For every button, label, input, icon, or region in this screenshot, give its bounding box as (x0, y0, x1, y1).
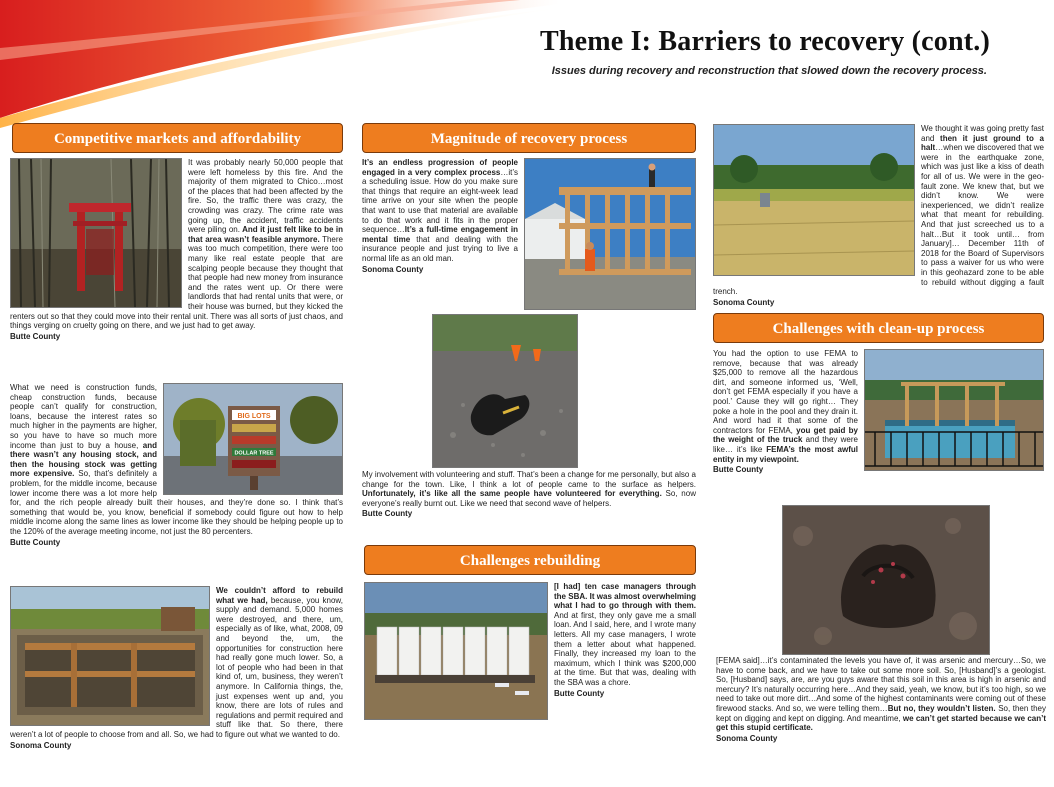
quote-block-competitive-2: BIG LOTS DOLLAR TREE What we need is construction funds, cheap construction funds, because people can’t qualify for construction, loans, because the interest rates so much higher in the payments are higher, so you have to have so much more income than just to buy a house, and there wasn’t any housing stock, and then the housing stock was getting more expensive. So, that’s definitely a problem, for the middle income, because lower income there was a lot more help for, and the rich people already built their houses, and they’re done so. I think that’s something that would be, you know, beneficial if somebody could figure out how to help middle income along the same lines as lower income like they should be helping people up to the 120% of the average meeting income, not just the 80 percenters. Butte County (10, 383, 343, 547)
building-materials-photo (364, 582, 548, 720)
quote-block-cleanup-1: You had the option to use FEMA to remove, because that was already $25,000 to remove all the hazardous dirt, and someone informed us, ‘Well, don’t get FEMA especially if you have a pool.’ Cause they will go right… They poke a hole in the pool and they drain it. And word had it that some of the contractors for FEMA, you get paid by the weight of the truck and they were like… it’s like FEMA’s the most awful entity in my viewpoint. Butte County (713, 349, 1044, 475)
quote-source: Sonoma County (716, 733, 778, 743)
section-header-cleanup: Challenges with clean-up process (713, 313, 1044, 343)
quote-block-competitive-3: We couldn’t afford to rebuild what we had, because, you know, supply and demand. 5,000 homes were destroyed, and there, um, especially as of like, what, 2008, 09 and beyond the, um, the opportunities for construction here had really gone much lower. So, a lot of people who had been in that kind of, um, business, they weren’t anymore. In California things, the, just expenses went up and, you know, there are lots of rules and regulations and permit required and stuff like that. So there, there weren’t a lot of people to choose from and all. So, we had to figure out what we wanted to do. Sonoma County (10, 586, 343, 750)
shopping-center-sign-photo (163, 383, 343, 495)
quote-block-earthquake-zone: We thought it was going pretty fast and then it just ground to a halt…when we discovered that we were in the earthquake zone, which was just like a kiss of death for all of us. We were in the geo-fault zone. We knew that, but we didn’t know. We were inexperienced, we didn’t realize what that meant for rebuilding. And that just screeched us to a halt…But it took until… from January]… December 11th of 2018 for the Board of Supervisors to pass a waiver for us who were in this geohazard zone to be able to rebuild without digging a fault trench. Sonoma County (713, 124, 1044, 307)
page-title: Theme I: Barriers to recovery (cont.) (539, 26, 990, 57)
quote-source: Butte County (10, 537, 61, 547)
section-header-competitive: Competitive markets and affordability (12, 123, 343, 153)
quote-source: Sonoma County (713, 297, 775, 307)
quote-source: Butte County (10, 331, 61, 341)
section-header-rebuilding: Challenges rebuilding (364, 545, 696, 575)
quote-block-magnitude-1: It’s an endless progression of people engaged in a very complex process…it’s a scheduling issue. How do you make sure that things that require an eight-week lead time arrive on your site when the people that want to use that material are available to do that work and it fits in the proper sequence…It’s a full-time engagement in mental time that and dealing with the insurance people and just trying to live a normal life as an old man. Sonoma County (362, 158, 696, 313)
quote-source: Sonoma County (10, 740, 72, 750)
pool-with-fence-photo (864, 349, 1044, 471)
burned-stump-photo (782, 505, 990, 655)
burned-forest-gate-photo (10, 158, 182, 308)
quote-source: Butte County (554, 688, 605, 698)
quote-source: Butte County (362, 509, 413, 519)
page-subtitle: Issues during recovery and reconstruction that slowed down the recovery process. (551, 65, 987, 77)
grass-field-photo (713, 124, 915, 276)
quote-block-rebuilding-1: [I had] ten case managers through the SBA. It was almost overwhelming what I had to go through with them. And at first, they only gave me a small loan. And I said, here, and I wrote many letters. All my case managers, I wrote them a letter about what happened. Finally, they increased my loan to the maximum, which I think was $200,000 at the time. But that was, dealing with the SBA was a chore. Butte County (364, 582, 696, 723)
quote-block-magnitude-2: My involvement with volunteering and stuff. That’s been a change for me personally, but also a change for the town. Like, I think a lot of people came to the surface as helpers. Unfortunately, it’s like all the same people have volunteered for everything. So, now everyone’s really burnt out. Like we need that second wave of helpers. Butte County (362, 470, 696, 519)
dollar-tree-sign: DOLLAR TREE (234, 450, 274, 457)
foundation-construction-photo (10, 586, 210, 726)
quote-source: Sonoma County (362, 264, 424, 274)
section-header-magnitude: Magnitude of recovery process (362, 123, 696, 153)
gloves-on-gravel-photo (432, 314, 578, 468)
quote-source: Butte County (713, 465, 764, 475)
big-lots-sign: BIG LOTS (237, 413, 271, 420)
framing-construction-photo (524, 158, 696, 310)
quote-block-competitive-1: It was probably nearly 50,000 people that were left homeless by this fire. And the majority of them migrated to Chico…most of the places that had been affected by the fire. So, the traffic there was crazy, the crowding was crazy. The crime rate was going up, the accident, traffic accidents were piling on. And it just felt like to be in that area wasn’t feasible anymore. There was too much competition, there were too many like real estate people that are scalping people because they thought that that people had new money from insurance and the rates went up. Or there were landlords that had rental units that were, or their house was burned, but they kicked the renters out so that they could move into their rental unit. There was all sorts of just chaos, and things verging on cruelty going on there, and we just had to get away. Butte County (10, 158, 344, 341)
quote-block-cleanup-2: [FEMA said]…it’s contaminated the levels you have of, it was arsenic and mercury…So, we have to come back, and we have to take out some more soil. So, [Husband]’s a geologist. So, [Husband] says, are, are you guys aware that this soil in this area is high in arsenic and mercury? It’s naturally occurring here…And they said, yeah, we know, but it’s too high, so we need to take out more dirt…And some of the highest contaminants were coming out of these firewood stacks. And so, we were telling them…But no, they wouldn’t listen. So, then they kept on digging and kept on digging. And meantime, we can’t get started because we can’t get this stupid certificate. Sonoma County (716, 656, 1046, 743)
